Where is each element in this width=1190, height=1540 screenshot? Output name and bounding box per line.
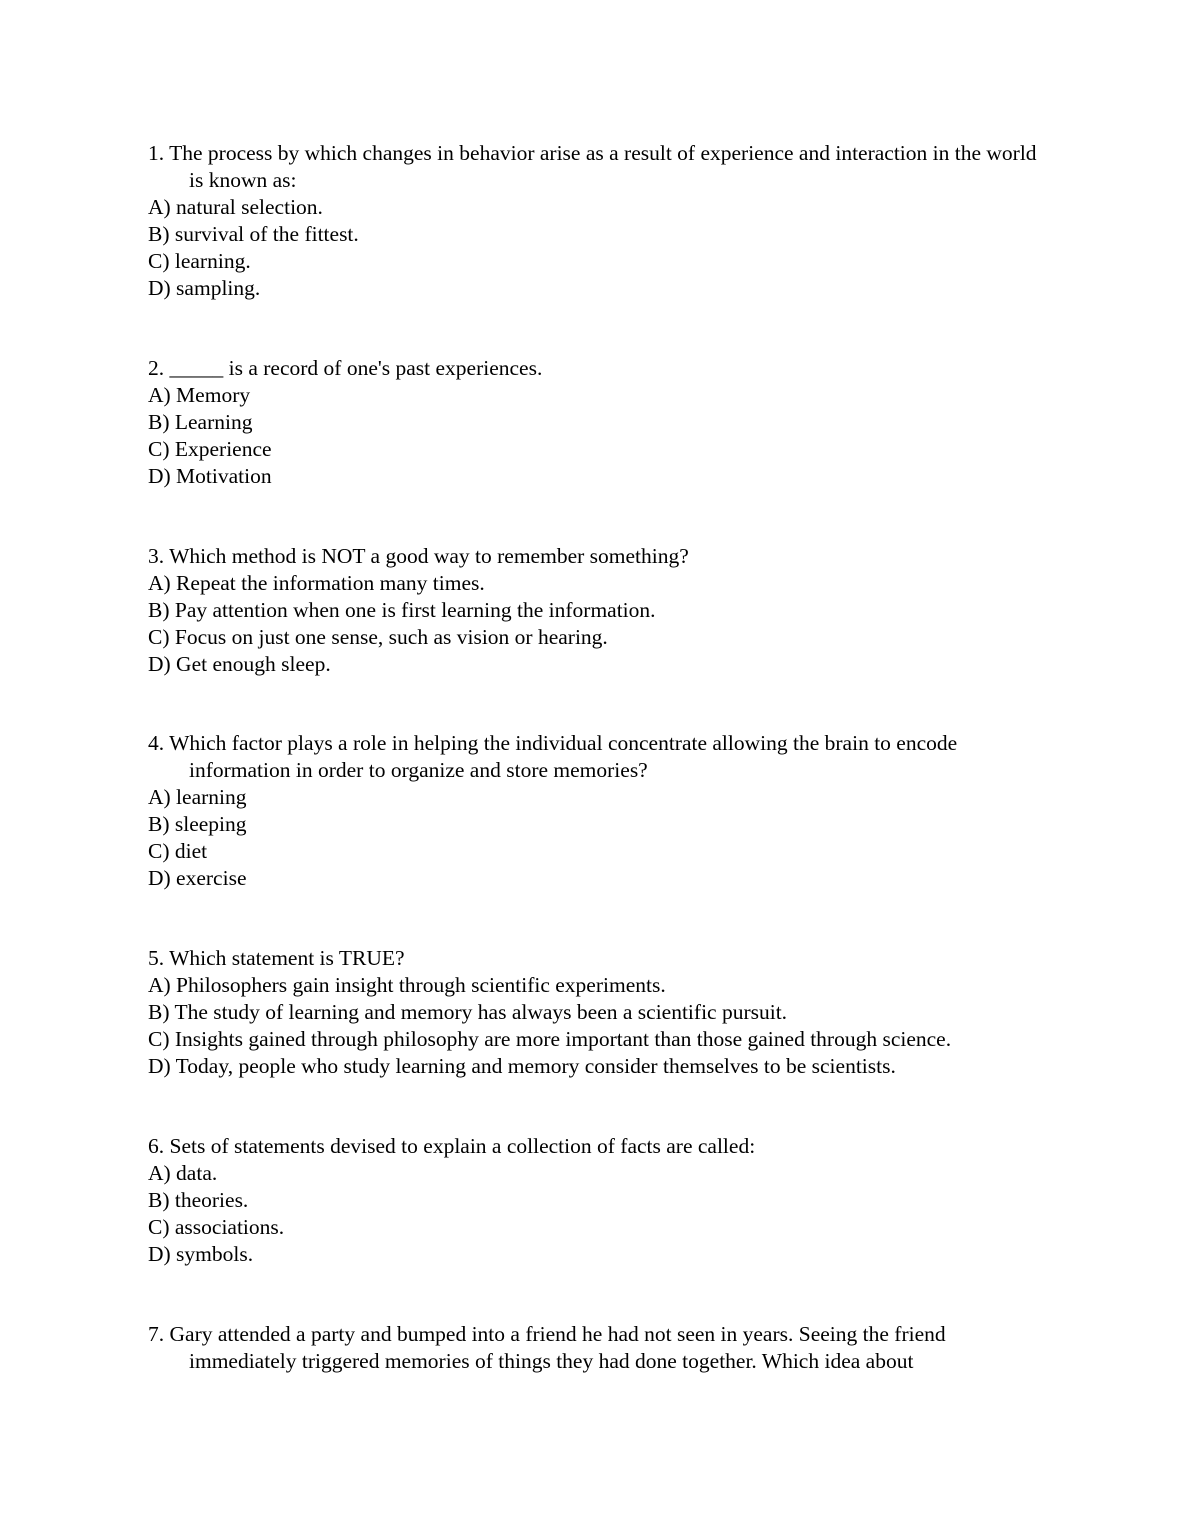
- answer-option-b: B) Learning: [148, 410, 253, 434]
- answer-option-d: D) symbols.: [148, 1242, 254, 1266]
- answer-option-a: A) natural selection.: [148, 195, 323, 219]
- answer-option-b: B) sleeping: [148, 812, 247, 836]
- question-6: [148, 1133, 1048, 1268]
- answer-option-a: A) data.: [148, 1161, 218, 1185]
- question-4: [148, 730, 1048, 892]
- answer-option-a: A) learning: [148, 785, 247, 809]
- answer-option-c: C) learning.: [148, 249, 251, 273]
- answer-option-d: D) Today, people who study learning and memory consider themselves to be scientists.: [148, 1054, 896, 1078]
- question-5: [148, 945, 1048, 1080]
- answer-option-c: C) Experience: [148, 437, 272, 461]
- question-7: [148, 1321, 1048, 1375]
- answer-option-c: C) associations.: [148, 1215, 285, 1239]
- answer-option-a: A) Repeat the information many times.: [148, 571, 485, 595]
- question-stem: 7. Gary attended a party and bumped into a friend he had not seen in years. Seeing the friend immediately triggered memories of things they had done together. Which idea about: [148, 1322, 946, 1373]
- question-2: [148, 355, 1048, 490]
- question-1: [148, 140, 1048, 302]
- answer-option-d: D) sampling.: [148, 276, 261, 300]
- question-stem: 2. _____ is a record of one's past experiences.: [148, 356, 543, 380]
- answer-option-d: D) Get enough sleep.: [148, 652, 331, 676]
- answer-option-a: A) Memory: [148, 383, 251, 407]
- answer-option-b: B) Pay attention when one is first learning the information.: [148, 598, 656, 622]
- question-stem: 6. Sets of statements devised to explain a collection of facts are called:: [148, 1134, 756, 1158]
- question-stem: 3. Which method is NOT a good way to remember something?: [148, 544, 689, 568]
- question-stem: 4. Which factor plays a role in helping the individual concentrate allowing the brain to encode information in order to organize and store memories?: [148, 731, 958, 782]
- answer-option-b: B) The study of learning and memory has always been a scientific pursuit.: [148, 1000, 788, 1024]
- question-stem: 5. Which statement is TRUE?: [148, 946, 405, 970]
- answer-option-c: C) Focus on just one sense, such as vision or hearing.: [148, 625, 608, 649]
- answer-option-a: A) Philosophers gain insight through scientific experiments.: [148, 973, 666, 997]
- question-3: [148, 543, 1048, 678]
- answer-option-d: D) Motivation: [148, 464, 272, 488]
- answer-option-b: B) theories.: [148, 1188, 249, 1212]
- answer-option-d: D) exercise: [148, 866, 247, 890]
- answer-option-c: C) diet: [148, 839, 208, 863]
- answer-option-c: C) Insights gained through philosophy are more important than those gained through science.: [148, 1027, 952, 1051]
- answer-option-b: B) survival of the fittest.: [148, 222, 359, 246]
- question-stem: 1. The process by which changes in behavior arise as a result of experience and interaction in the world is known as:: [148, 141, 1037, 192]
